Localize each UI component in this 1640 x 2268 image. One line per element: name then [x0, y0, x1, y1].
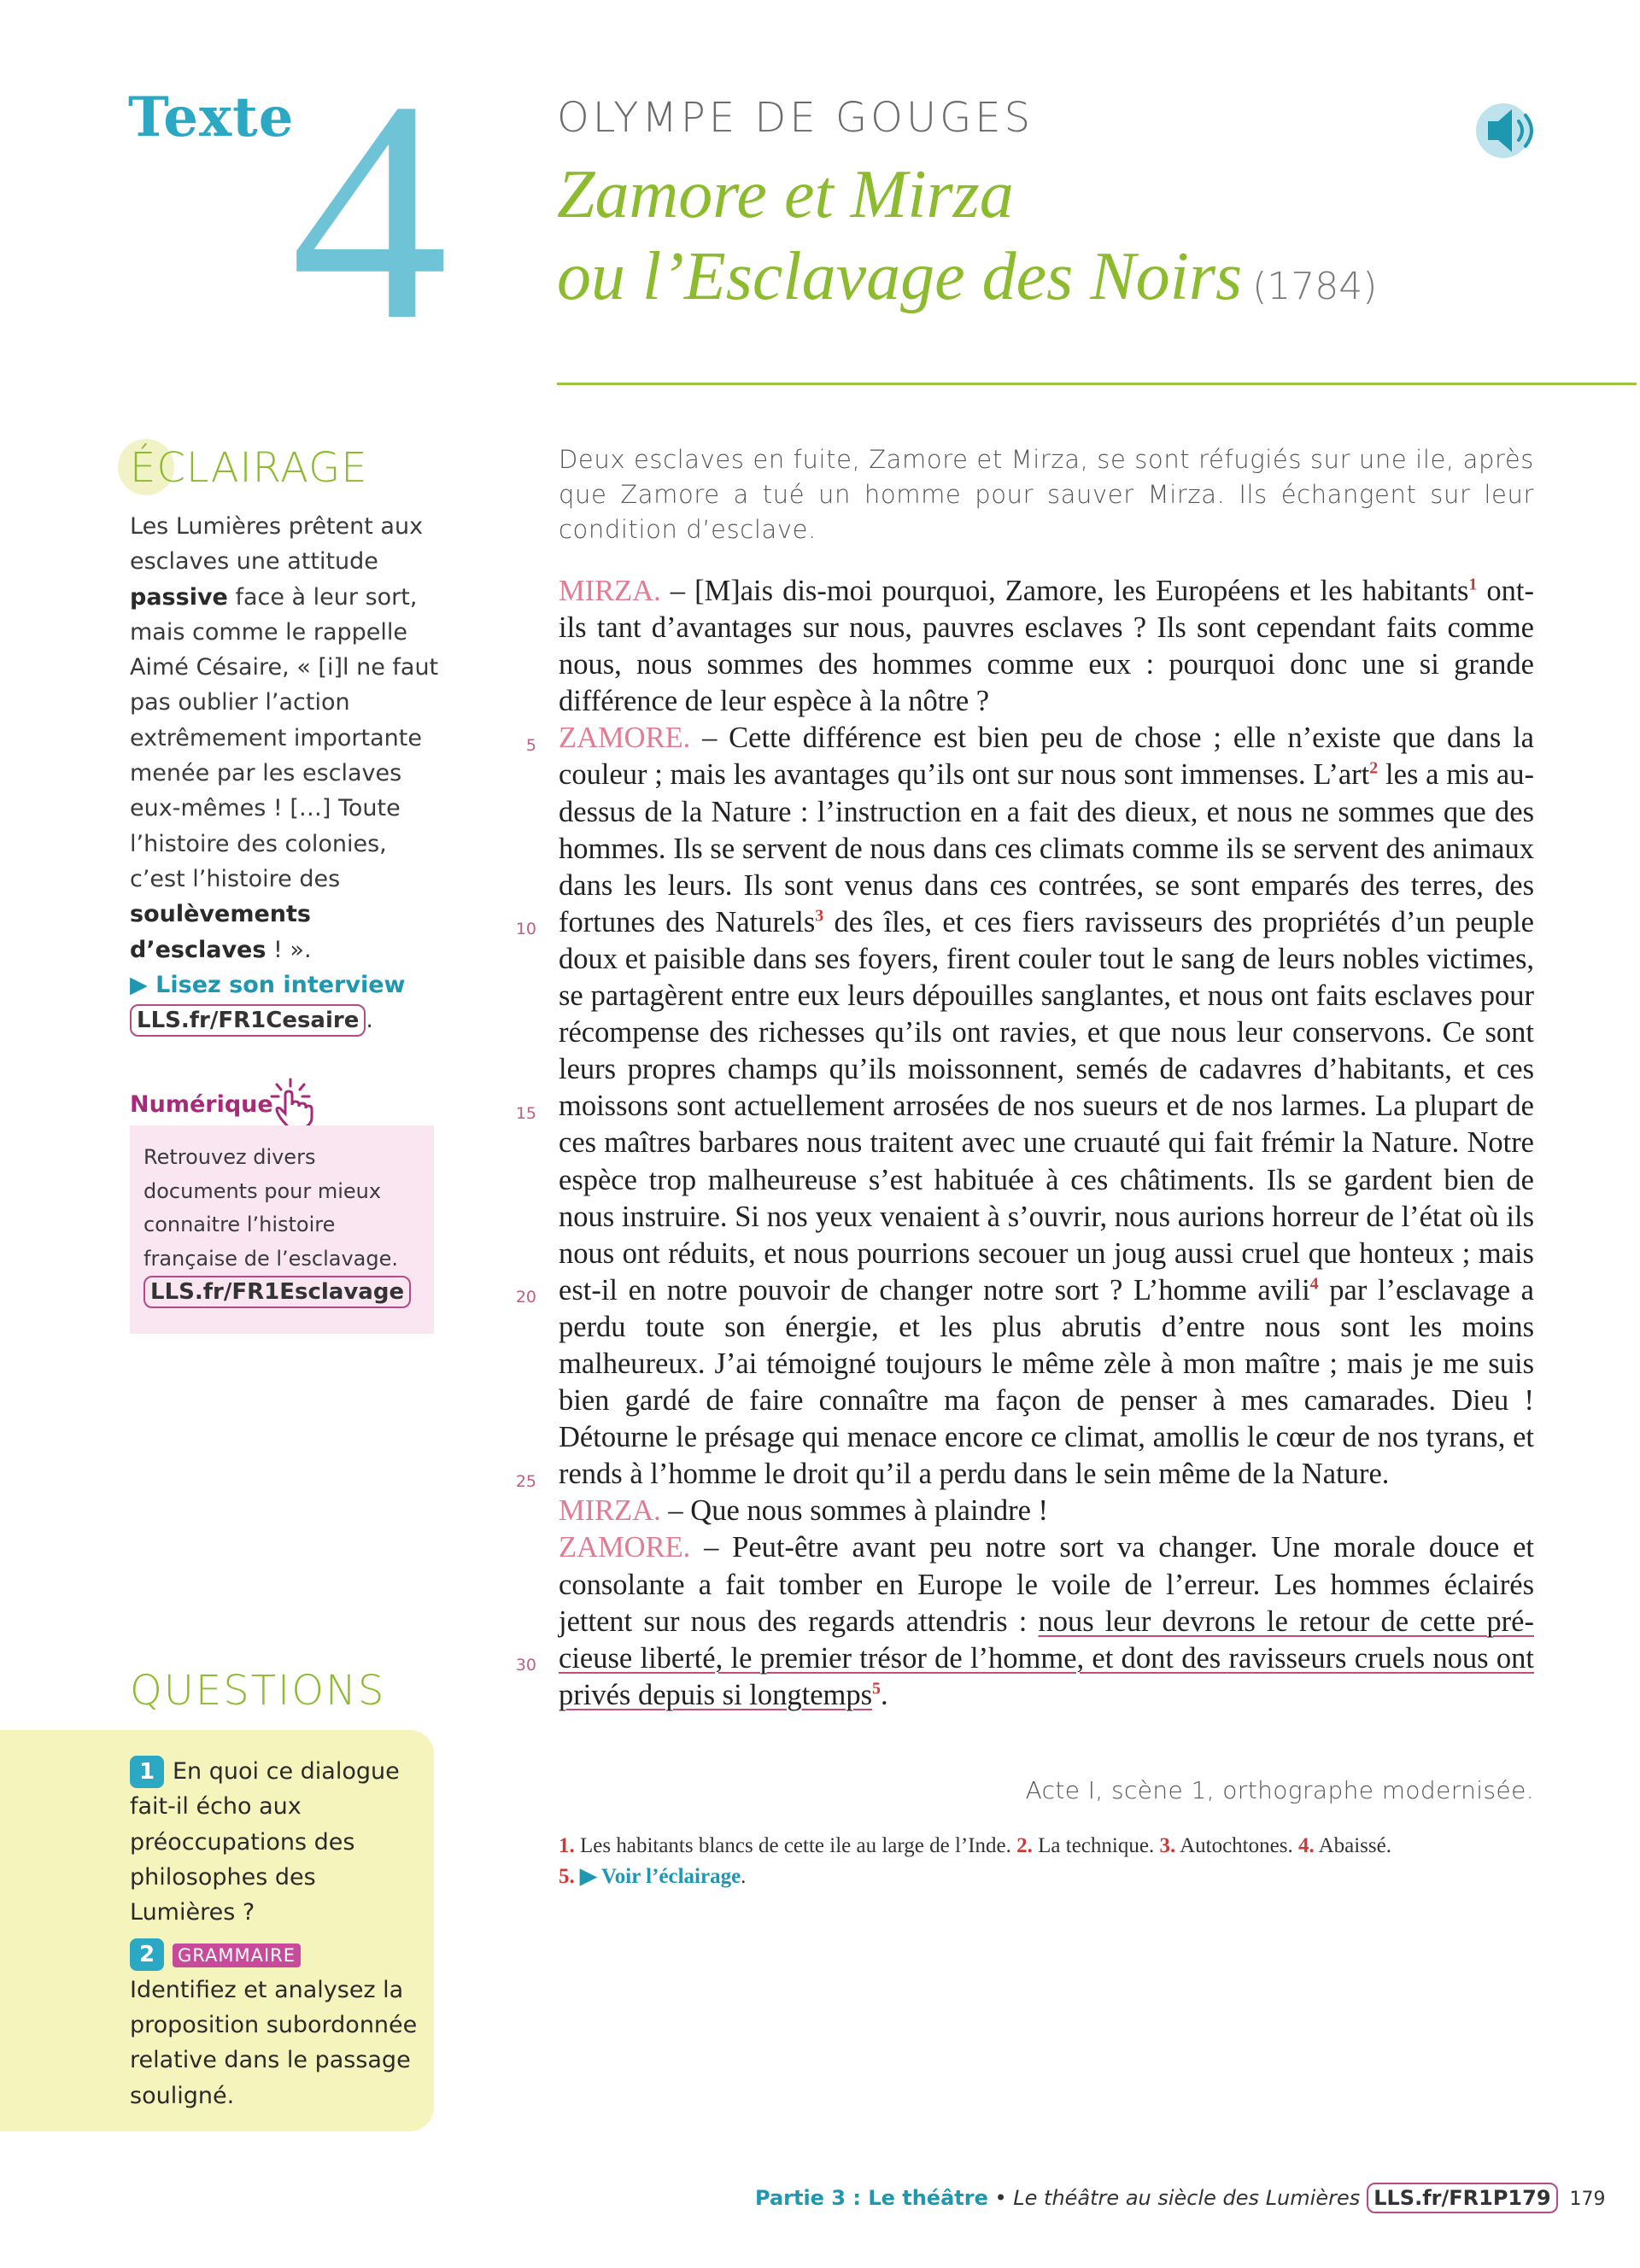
title-line-2 — [557, 236, 1377, 328]
eclairage-heading-rest: CLAIRAGE — [156, 444, 368, 492]
questions-heading: QUESTIONS — [130, 1667, 386, 1715]
source-citation: Acte I, scène 1, orthographe modernisée. — [1025, 1776, 1534, 1804]
footer-separator: • — [987, 2186, 1014, 2210]
grammaire-badge: GRAMMAIRE — [173, 1944, 301, 1967]
line-number: 15 — [515, 1104, 536, 1123]
footnote-number: 2. — [1016, 1834, 1033, 1857]
link-period: . — [366, 1007, 373, 1034]
speaker-zamore: ZAMORE. — [559, 722, 691, 755]
voir-eclairage-link[interactable]: ▶ Voir l’éclairage — [580, 1865, 741, 1888]
footnote-text: Abaissé. — [1314, 1834, 1391, 1857]
reply-zamore-2 — [559, 1529, 1534, 1713]
question-1-text: En quoi ce dialogue fait-il écho aux préoccupations des philosophes des Lumières ? — [130, 1758, 400, 1926]
line-number: 25 — [515, 1472, 536, 1491]
line-number: 30 — [515, 1656, 536, 1675]
page-number: 179 — [1569, 2189, 1606, 2210]
speaker-mirza: MIRZA. — [559, 1494, 661, 1528]
footer-link-code[interactable]: LLS.fr/FR1P179 — [1367, 2183, 1557, 2213]
eclairage-part-2: face à leur sort, mais comme le rappelle Aimé Césaire, « [i]l ne faut pas oublier l’action extrêmement importante menée par les esclaves eux-mêmes ! […] Toute l’histoire des colonies, c’est l’histoire des — [130, 583, 439, 892]
cesaire-link-code[interactable]: LLS.fr/FR1Cesaire — [130, 1004, 366, 1037]
numerique-description: Retrouvez divers documents pour mieux connaitre l’histoire française de l’esclavage. — [144, 1145, 399, 1271]
title-year: (1784) — [1252, 265, 1378, 308]
questions-list — [130, 1754, 420, 2113]
reply-text: ont-ils tant d’avantages sur nous, pauvres esclaves ? Ils sont cependant faits comme nous, nous sommes des hommes comme eux : pourquoi donc une si grande différence de leur espèce à la nôtre ? — [559, 575, 1534, 718]
note-ref-5[interactable]: 5 — [872, 1679, 882, 1698]
reply-text: – Peut-être avant peu notre sort va changer. Une morale douce et consolante a fait tomber en Europe le voile de l’erreur. Les hommes éclairés jettent sur nous des regards attendris : — [559, 1531, 1534, 1638]
reply-text: – Que nous sommes à plaindre ! — [660, 1494, 1048, 1528]
work-title — [557, 154, 1377, 328]
reply-text: des îles, et ces fiers ravisseurs des propriétés d’un peuple doux et paisible dans ses foyers, firent couler tout le sang de leurs nobles victimes, se partagèrent entre eux leurs dépouilles sanglantes, et nous ont faits esclaves pour récompense des richesses qu’ils ont ravies, et que nous leur conservons. Ce sont leurs propres champs qu’ils moissonnent, semés de cadavres d’habitants, et ces moissons sont actuellement arrosées de nos sueurs et de nos larmes. La plupart de ces maîtres barbares nous traitent avec une cruauté qui fait frémir la Nature. Notre espèce trop malheureuse s’est habituée à ces châtiments. Ils se gardent bien de nous instruire. Si nos yeux venaient à s’ouvrir, nous aurions horreur de l’état où ils nous ont réduits, et nous pourrions secouer un joug aussi cruel que honteux ; mais est-il en notre pouvoir de changer notre sort ? L’homme avili — [559, 905, 1534, 1306]
speaker-zamore: ZAMORE. — [559, 1531, 691, 1564]
question-1-number: 1 — [130, 1756, 164, 1788]
speaker-icon — [1476, 101, 1548, 161]
eclairage-text — [130, 509, 446, 1038]
footnote-text: La technique. — [1032, 1834, 1160, 1857]
note-ref-2[interactable]: 2 — [1369, 758, 1379, 778]
reply-text: – Cette différence est bien peu de chose ; elle n’existe que dans la couleur ; mais les avantages qu’ils ont sur nous sont immenses. L’art — [559, 722, 1534, 792]
speaker-mirza: MIRZA. — [559, 575, 661, 607]
eclairage-part-1: Les Lumières prêtent aux esclaves une attitude — [130, 513, 424, 576]
footnote-number: 3. — [1159, 1834, 1176, 1857]
note-ref-4[interactable]: 4 — [1309, 1274, 1319, 1294]
footnotes-line-1 — [559, 1831, 1534, 1862]
numerique-text — [144, 1141, 425, 1310]
text-number: 4 — [290, 36, 448, 386]
footnote-number: 1. — [559, 1834, 575, 1857]
interview-link[interactable]: ▶ Lisez son interview — [130, 971, 406, 998]
texte-label: Texte — [128, 85, 295, 149]
dialogue-text — [559, 573, 1534, 1714]
eclairage-part-3: ! ». — [266, 936, 312, 963]
reply-text: par l’esclavage a perdu toute son énergie, et les plus abrutis d’entre nous sont les moins malheureux. J’ai témoigné toujours le même zèle à mon maître ; mais je me suis bien gardé de faire connaître ma façon de penser à mes camarades. Dieu ! Détourne le présage qui menace encore ce climat, amollis le cœur de nos tyrans, et rends à l’homme le droit qu’il a perdu dans le sein même de la Nature. — [559, 1273, 1534, 1491]
line-number: 20 — [515, 1288, 536, 1306]
author-name: OLYMPE DE GOUGES — [557, 94, 1034, 142]
reply-text: . — [881, 1678, 888, 1711]
line-number: 10 — [515, 920, 536, 938]
footnote-text: . — [741, 1865, 747, 1888]
hand-click-icon — [265, 1078, 318, 1131]
eclairage-bold-soulevements: soulèvements d’esclaves — [130, 901, 311, 963]
question-1 — [130, 1754, 420, 1930]
esclavage-link-code[interactable]: LLS.fr/FR1Esclavage — [144, 1276, 411, 1308]
footnotes-line-2 — [559, 1862, 1534, 1892]
eclairage-heading — [130, 444, 368, 492]
page-footer — [755, 2183, 1606, 2213]
title-line-1: Zamore et Mirza — [557, 157, 1014, 232]
footer-chapter: Le théâtre au siècle des Lumières — [1013, 2186, 1361, 2210]
header-divider — [557, 383, 1637, 385]
reply-mirza-2 — [559, 1493, 1534, 1529]
footnote-text: Les habitants blancs de cette ile au large de l’Inde. — [574, 1834, 1017, 1857]
reply-text: – [M]ais dis-moi pourquoi, Zamore, les Européens et les habitants — [660, 575, 1469, 607]
underlined-passage: nous leur devrons le retour de cette précieuse liberté, le premier trésor de l’homme, et dont des ravisseurs cruels nous ont privés depuis si longtemps — [559, 1605, 1534, 1711]
numerique-label: Numérique — [130, 1091, 273, 1118]
eclairage-bold-passive: passive — [130, 583, 228, 611]
intro-paragraph: Deux esclaves en fuite, Zamore et Mirza, se sont réfugiés sur une ile, après que Zamore a tué un homme pour sauver Mirza. Ils échangent sur leur condition d’esclave. — [559, 445, 1534, 544]
note-ref-3[interactable]: 3 — [815, 906, 824, 926]
footnote-text: Autochtones. — [1175, 1834, 1298, 1857]
reply-mirza-1 — [559, 573, 1534, 720]
footer-part: Partie 3 : Le théâtre — [755, 2186, 988, 2210]
title-line-2-text: ou l’Esclavage des Noirs — [557, 239, 1243, 314]
line-number: 5 — [525, 736, 536, 755]
question-2 — [130, 1937, 420, 2113]
reply-zamore-1 — [559, 720, 1534, 1493]
question-2-text: Identifiez et analysez la proposition subordonnée relative dans le passage souligné. — [130, 1976, 418, 2109]
question-2-number: 2 — [130, 1938, 164, 1971]
audio-play-button[interactable] — [1476, 101, 1548, 161]
eclairage-heading-initial: É — [130, 444, 157, 492]
note-ref-1[interactable]: 1 — [1468, 575, 1478, 594]
footnote-number: 4. — [1297, 1834, 1315, 1857]
reply-text: les a mis au-dessus de la Nature : l’instruction en a fait des dieux, et nous ne sommes que des hommes. Ils se servent de nous dans ces climats comme ils se servent des animaux dans les leurs. Ils sont venus dans ces contrées, se sont emparés des terres, des fortunes des Naturels — [559, 758, 1534, 938]
footnotes — [559, 1831, 1534, 1892]
footnote-number: 5. — [559, 1865, 575, 1888]
